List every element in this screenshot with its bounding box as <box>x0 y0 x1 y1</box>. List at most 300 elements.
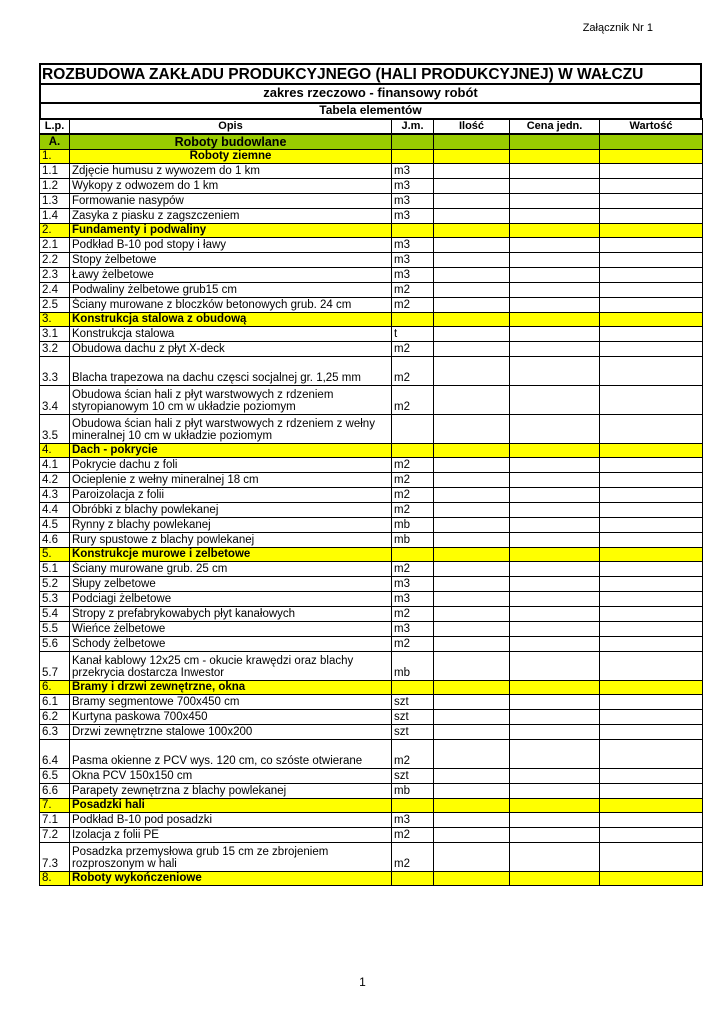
row-jm <box>392 547 434 561</box>
row-opis: Pasma okienne z PCV wys. 120 cm, co szóste otwierane <box>70 739 392 768</box>
row-opis: Stopy żelbetowe <box>70 252 392 267</box>
row-jm <box>392 312 434 326</box>
row-opis: Roboty ziemne <box>70 149 392 163</box>
row-jm <box>392 149 434 163</box>
row-cena <box>510 739 600 768</box>
row-wartosc <box>600 312 703 326</box>
row-lp: 1.4 <box>40 208 70 223</box>
table-row <box>40 606 703 621</box>
row-lp: 3.4 <box>40 385 70 414</box>
row-lp: 3.2 <box>40 341 70 356</box>
row-lp: 7.2 <box>40 827 70 842</box>
table-row <box>40 739 703 768</box>
row-wartosc <box>600 768 703 783</box>
row-jm: m3 <box>392 252 434 267</box>
row-opis: Podciagi żelbetowe <box>70 591 392 606</box>
row-ilosc <box>434 576 510 591</box>
row-ilosc <box>434 871 510 885</box>
row-jm: m2 <box>392 842 434 871</box>
row-jm: szt <box>392 768 434 783</box>
row-lp: 5.7 <box>40 651 70 680</box>
row-jm: m3 <box>392 208 434 223</box>
table-row <box>40 267 703 282</box>
row-jm: m2 <box>392 297 434 312</box>
row-cena <box>510 606 600 621</box>
row-jm: mb <box>392 532 434 547</box>
row-opis: Posadzka przemysłowa grub 15 cm ze zbrojeniem rozproszonym w hali <box>70 842 392 871</box>
row-opis: Posadzki hali <box>70 798 392 812</box>
row-cena <box>510 694 600 709</box>
row-wartosc <box>600 385 703 414</box>
row-ilosc <box>434 297 510 312</box>
row-ilosc <box>434 385 510 414</box>
row-ilosc <box>434 178 510 193</box>
table-row <box>40 385 703 414</box>
row-jm: m3 <box>392 193 434 208</box>
row-opis: Ściany murowane z bloczków betonowych grub. 24 cm <box>70 297 392 312</box>
table-row <box>40 709 703 724</box>
row-ilosc <box>434 487 510 502</box>
row-ilosc <box>434 798 510 812</box>
header-cena: Cena jedn. <box>510 119 600 134</box>
row-opis: Konstrukcja stalowa z obudową <box>70 312 392 326</box>
row-wartosc <box>600 472 703 487</box>
row-lp: 5.5 <box>40 621 70 636</box>
row-ilosc <box>434 651 510 680</box>
row-jm: m3 <box>392 237 434 252</box>
row-jm: m3 <box>392 178 434 193</box>
row-ilosc <box>434 472 510 487</box>
row-jm: m2 <box>392 606 434 621</box>
row-cena <box>510 414 600 443</box>
row-cena <box>510 208 600 223</box>
row-opis: Zasyka z piasku z zagszczeniem <box>70 208 392 223</box>
row-lp: 4.4 <box>40 502 70 517</box>
row-cena <box>510 297 600 312</box>
row-opis: Bramy segmentowe 700x450 cm <box>70 694 392 709</box>
row-cena <box>510 827 600 842</box>
table-row <box>40 326 703 341</box>
row-opis: Pokrycie dachu z foli <box>70 457 392 472</box>
row-ilosc <box>434 163 510 178</box>
row-cena <box>510 621 600 636</box>
row-wartosc <box>600 636 703 651</box>
row-opis: Obudowa dachu z płyt X-deck <box>70 341 392 356</box>
header-jm: J.m. <box>392 119 434 134</box>
row-lp: 4.5 <box>40 517 70 532</box>
row-ilosc <box>434 547 510 561</box>
row-jm: m3 <box>392 591 434 606</box>
table-row <box>40 149 703 163</box>
row-lp: 7.3 <box>40 842 70 871</box>
row-opis: Bramy i drzwi zewnętrzne, okna <box>70 680 392 694</box>
table-row <box>40 472 703 487</box>
row-jm: m3 <box>392 576 434 591</box>
row-opis: Konstrukcje murowe i zelbetowe <box>70 547 392 561</box>
row-lp: 6. <box>40 680 70 694</box>
row-jm: m2 <box>392 341 434 356</box>
row-ilosc <box>434 591 510 606</box>
row-wartosc <box>600 134 703 150</box>
row-jm: mb <box>392 517 434 532</box>
row-opis: Podkład B-10 pod stopy i ławy <box>70 237 392 252</box>
row-wartosc <box>600 651 703 680</box>
row-jm: m2 <box>392 457 434 472</box>
row-lp: 3.1 <box>40 326 70 341</box>
row-cena <box>510 472 600 487</box>
row-cena <box>510 871 600 885</box>
row-cena <box>510 709 600 724</box>
table-row <box>40 193 703 208</box>
row-ilosc <box>434 621 510 636</box>
row-ilosc <box>434 502 510 517</box>
row-lp: 5.4 <box>40 606 70 621</box>
row-wartosc <box>600 149 703 163</box>
row-wartosc <box>600 606 703 621</box>
row-jm: m2 <box>392 636 434 651</box>
table-row <box>40 502 703 517</box>
table-row <box>40 282 703 297</box>
row-cena <box>510 768 600 783</box>
row-cena <box>510 356 600 385</box>
row-opis: Obudowa ścian hali z płyt warstwowych z rdzeniem styropianowym 10 cm w układzie poziomym <box>70 385 392 414</box>
table-row <box>40 621 703 636</box>
row-opis: Kurtyna paskowa 700x450 <box>70 709 392 724</box>
row-opis: Blacha trapezowa na dachu częsci socjalnej gr. 1,25 mm <box>70 356 392 385</box>
row-cena <box>510 385 600 414</box>
document-subtitle: zakres rzeczowo - finansowy robót <box>39 85 702 104</box>
row-wartosc <box>600 739 703 768</box>
row-wartosc <box>600 237 703 252</box>
row-ilosc <box>434 149 510 163</box>
row-opis: Schody żelbetowe <box>70 636 392 651</box>
row-jm: m3 <box>392 267 434 282</box>
row-jm: m3 <box>392 812 434 827</box>
row-wartosc <box>600 547 703 561</box>
row-ilosc <box>434 267 510 282</box>
row-wartosc <box>600 532 703 547</box>
row-lp: 2.5 <box>40 297 70 312</box>
row-wartosc <box>600 561 703 576</box>
row-lp: 6.2 <box>40 709 70 724</box>
row-opis: Paroizolacja z folii <box>70 487 392 502</box>
row-ilosc <box>434 312 510 326</box>
table-row <box>40 457 703 472</box>
row-jm: mb <box>392 651 434 680</box>
row-ilosc <box>434 636 510 651</box>
row-cena <box>510 842 600 871</box>
row-jm: m2 <box>392 827 434 842</box>
row-wartosc <box>600 680 703 694</box>
row-lp: 7.1 <box>40 812 70 827</box>
row-lp: 1.3 <box>40 193 70 208</box>
row-jm <box>392 134 434 150</box>
row-ilosc <box>434 517 510 532</box>
row-jm: m2 <box>392 472 434 487</box>
row-wartosc <box>600 591 703 606</box>
attachment-label: Załącznik Nr 1 <box>582 22 653 34</box>
row-wartosc <box>600 694 703 709</box>
row-wartosc <box>600 326 703 341</box>
table-row <box>40 532 703 547</box>
row-cena <box>510 591 600 606</box>
row-cena <box>510 223 600 237</box>
row-lp: 8. <box>40 871 70 885</box>
row-ilosc <box>434 532 510 547</box>
row-opis: Rury spustowe z blachy powlekanej <box>70 532 392 547</box>
row-wartosc <box>600 223 703 237</box>
row-jm: t <box>392 326 434 341</box>
row-lp: 3.3 <box>40 356 70 385</box>
row-jm: m2 <box>392 561 434 576</box>
row-ilosc <box>434 223 510 237</box>
table-row <box>40 827 703 842</box>
table-row <box>40 252 703 267</box>
row-jm <box>392 223 434 237</box>
row-jm: m2 <box>392 739 434 768</box>
row-opis: Ławy żelbetowe <box>70 267 392 282</box>
row-wartosc <box>600 502 703 517</box>
row-ilosc <box>434 414 510 443</box>
row-wartosc <box>600 163 703 178</box>
row-cena <box>510 149 600 163</box>
row-wartosc <box>600 193 703 208</box>
row-cena <box>510 561 600 576</box>
document-title: ROZBUDOWA ZAKŁADU PRODUKCYJNEGO (HALI PRODUKCYJNEJ) W WAŁCZU <box>39 63 702 85</box>
table-row <box>40 443 703 457</box>
row-cena <box>510 636 600 651</box>
row-lp: 5.3 <box>40 591 70 606</box>
row-wartosc <box>600 443 703 457</box>
row-cena <box>510 163 600 178</box>
row-jm <box>392 443 434 457</box>
table-row <box>40 163 703 178</box>
row-opis: Podwaliny żelbetowe grub15 cm <box>70 282 392 297</box>
row-wartosc <box>600 252 703 267</box>
row-jm <box>392 798 434 812</box>
row-lp: A. <box>40 134 70 150</box>
row-ilosc <box>434 134 510 150</box>
elements-table <box>39 118 703 886</box>
row-wartosc <box>600 576 703 591</box>
row-ilosc <box>434 443 510 457</box>
row-jm <box>392 680 434 694</box>
table-row <box>40 517 703 532</box>
row-ilosc <box>434 724 510 739</box>
row-lp: 6.4 <box>40 739 70 768</box>
row-ilosc <box>434 561 510 576</box>
row-cena <box>510 178 600 193</box>
row-cena <box>510 134 600 150</box>
header-ilosc: Ilość <box>434 119 510 134</box>
table-row <box>40 561 703 576</box>
row-lp: 1.2 <box>40 178 70 193</box>
row-wartosc <box>600 208 703 223</box>
row-ilosc <box>434 252 510 267</box>
row-jm: m2 <box>392 502 434 517</box>
row-cena <box>510 487 600 502</box>
table-row <box>40 312 703 326</box>
table-row <box>40 724 703 739</box>
row-opis: Parapety zewnętrzna z blachy powlekanej <box>70 783 392 798</box>
row-jm: mb <box>392 783 434 798</box>
row-opis: Obudowa ścian hali z płyt warstwowych z rdzeniem z wełny mineralnej 10 cm w układzie poziomym <box>70 414 392 443</box>
row-wartosc <box>600 282 703 297</box>
table-row <box>40 694 703 709</box>
row-wartosc <box>600 842 703 871</box>
row-opis: Stropy z prefabrykowabych płyt kanałowych <box>70 606 392 621</box>
row-lp: 2.4 <box>40 282 70 297</box>
page-number: 1 <box>359 975 366 989</box>
row-wartosc <box>600 341 703 356</box>
row-ilosc <box>434 341 510 356</box>
row-jm: m2 <box>392 356 434 385</box>
row-ilosc <box>434 237 510 252</box>
row-jm <box>392 414 434 443</box>
row-opis: Ściany murowane grub. 25 cm <box>70 561 392 576</box>
table-row <box>40 812 703 827</box>
row-wartosc <box>600 457 703 472</box>
row-cena <box>510 326 600 341</box>
row-wartosc <box>600 724 703 739</box>
table-row <box>40 237 703 252</box>
table-row <box>40 297 703 312</box>
row-lp: 1. <box>40 149 70 163</box>
row-lp: 5. <box>40 547 70 561</box>
row-jm: szt <box>392 709 434 724</box>
row-lp: 4.6 <box>40 532 70 547</box>
row-lp: 5.2 <box>40 576 70 591</box>
row-lp: 6.5 <box>40 768 70 783</box>
row-opis: Roboty budowlane <box>70 134 392 150</box>
table-row <box>40 134 703 150</box>
row-lp: 2.3 <box>40 267 70 282</box>
table-header-row <box>40 119 703 134</box>
row-opis: Formowanie nasypów <box>70 193 392 208</box>
row-lp: 4.3 <box>40 487 70 502</box>
row-wartosc <box>600 178 703 193</box>
table-row <box>40 783 703 798</box>
row-ilosc <box>434 827 510 842</box>
row-wartosc <box>600 827 703 842</box>
row-ilosc <box>434 812 510 827</box>
table-row <box>40 547 703 561</box>
row-opis: Słupy zelbetowe <box>70 576 392 591</box>
table-row <box>40 680 703 694</box>
row-lp: 1.1 <box>40 163 70 178</box>
row-cena <box>510 724 600 739</box>
table-row <box>40 223 703 237</box>
row-opis: Kanał kablowy 12x25 cm - okucie krawędzi oraz blachy przekrycia dostarcza Inwestor <box>70 651 392 680</box>
row-cena <box>510 812 600 827</box>
row-opis: Izolacja z folii PE <box>70 827 392 842</box>
table-row <box>40 636 703 651</box>
row-lp: 5.6 <box>40 636 70 651</box>
row-ilosc <box>434 326 510 341</box>
row-opis: Drzwi zewnętrzne stalowe 100x200 <box>70 724 392 739</box>
row-opis: Podkład B-10 pod posadzki <box>70 812 392 827</box>
row-cena <box>510 532 600 547</box>
row-lp: 4.2 <box>40 472 70 487</box>
row-ilosc <box>434 739 510 768</box>
table-row <box>40 356 703 385</box>
row-cena <box>510 282 600 297</box>
row-opis: Obróbki z blachy powlekanej <box>70 502 392 517</box>
table-row <box>40 341 703 356</box>
row-opis: Roboty wykończeniowe <box>70 871 392 885</box>
row-cena <box>510 457 600 472</box>
row-wartosc <box>600 812 703 827</box>
table-title: Tabela elementów <box>39 104 702 118</box>
row-cena <box>510 517 600 532</box>
row-wartosc <box>600 783 703 798</box>
row-cena <box>510 651 600 680</box>
row-cena <box>510 798 600 812</box>
row-lp: 2. <box>40 223 70 237</box>
row-lp: 2.2 <box>40 252 70 267</box>
row-wartosc <box>600 414 703 443</box>
row-ilosc <box>434 694 510 709</box>
table-row <box>40 576 703 591</box>
row-wartosc <box>600 709 703 724</box>
row-ilosc <box>434 709 510 724</box>
row-ilosc <box>434 783 510 798</box>
row-cena <box>510 547 600 561</box>
row-lp: 6.3 <box>40 724 70 739</box>
row-wartosc <box>600 487 703 502</box>
table-row <box>40 871 703 885</box>
row-ilosc <box>434 356 510 385</box>
row-lp: 4. <box>40 443 70 457</box>
row-opis: Fundamenty i podwaliny <box>70 223 392 237</box>
row-jm: m2 <box>392 385 434 414</box>
row-cena <box>510 312 600 326</box>
row-lp: 5.1 <box>40 561 70 576</box>
row-lp: 3.5 <box>40 414 70 443</box>
row-wartosc <box>600 267 703 282</box>
row-opis: Wieńce żelbetowe <box>70 621 392 636</box>
row-cena <box>510 502 600 517</box>
row-cena <box>510 443 600 457</box>
table-row <box>40 208 703 223</box>
row-cena <box>510 237 600 252</box>
row-cena <box>510 252 600 267</box>
row-opis: Wykopy z odwozem do 1 km <box>70 178 392 193</box>
row-cena <box>510 576 600 591</box>
row-wartosc <box>600 517 703 532</box>
row-cena <box>510 341 600 356</box>
row-lp: 6.1 <box>40 694 70 709</box>
row-ilosc <box>434 768 510 783</box>
row-ilosc <box>434 606 510 621</box>
table-row <box>40 414 703 443</box>
header-opis: Opis <box>70 119 392 134</box>
row-jm: m2 <box>392 282 434 297</box>
table-row <box>40 798 703 812</box>
table-row <box>40 651 703 680</box>
row-ilosc <box>434 282 510 297</box>
row-opis: Okna PCV 150x150 cm <box>70 768 392 783</box>
row-jm: szt <box>392 724 434 739</box>
cost-estimate-sheet <box>39 63 702 886</box>
table-row <box>40 842 703 871</box>
row-jm <box>392 871 434 885</box>
row-opis: Dach - pokrycie <box>70 443 392 457</box>
header-lp: L.p. <box>40 119 70 134</box>
row-ilosc <box>434 842 510 871</box>
row-opis: Ocieplenie z wełny mineralnej 18 cm <box>70 472 392 487</box>
header-wartosc: Wartość <box>600 119 703 134</box>
